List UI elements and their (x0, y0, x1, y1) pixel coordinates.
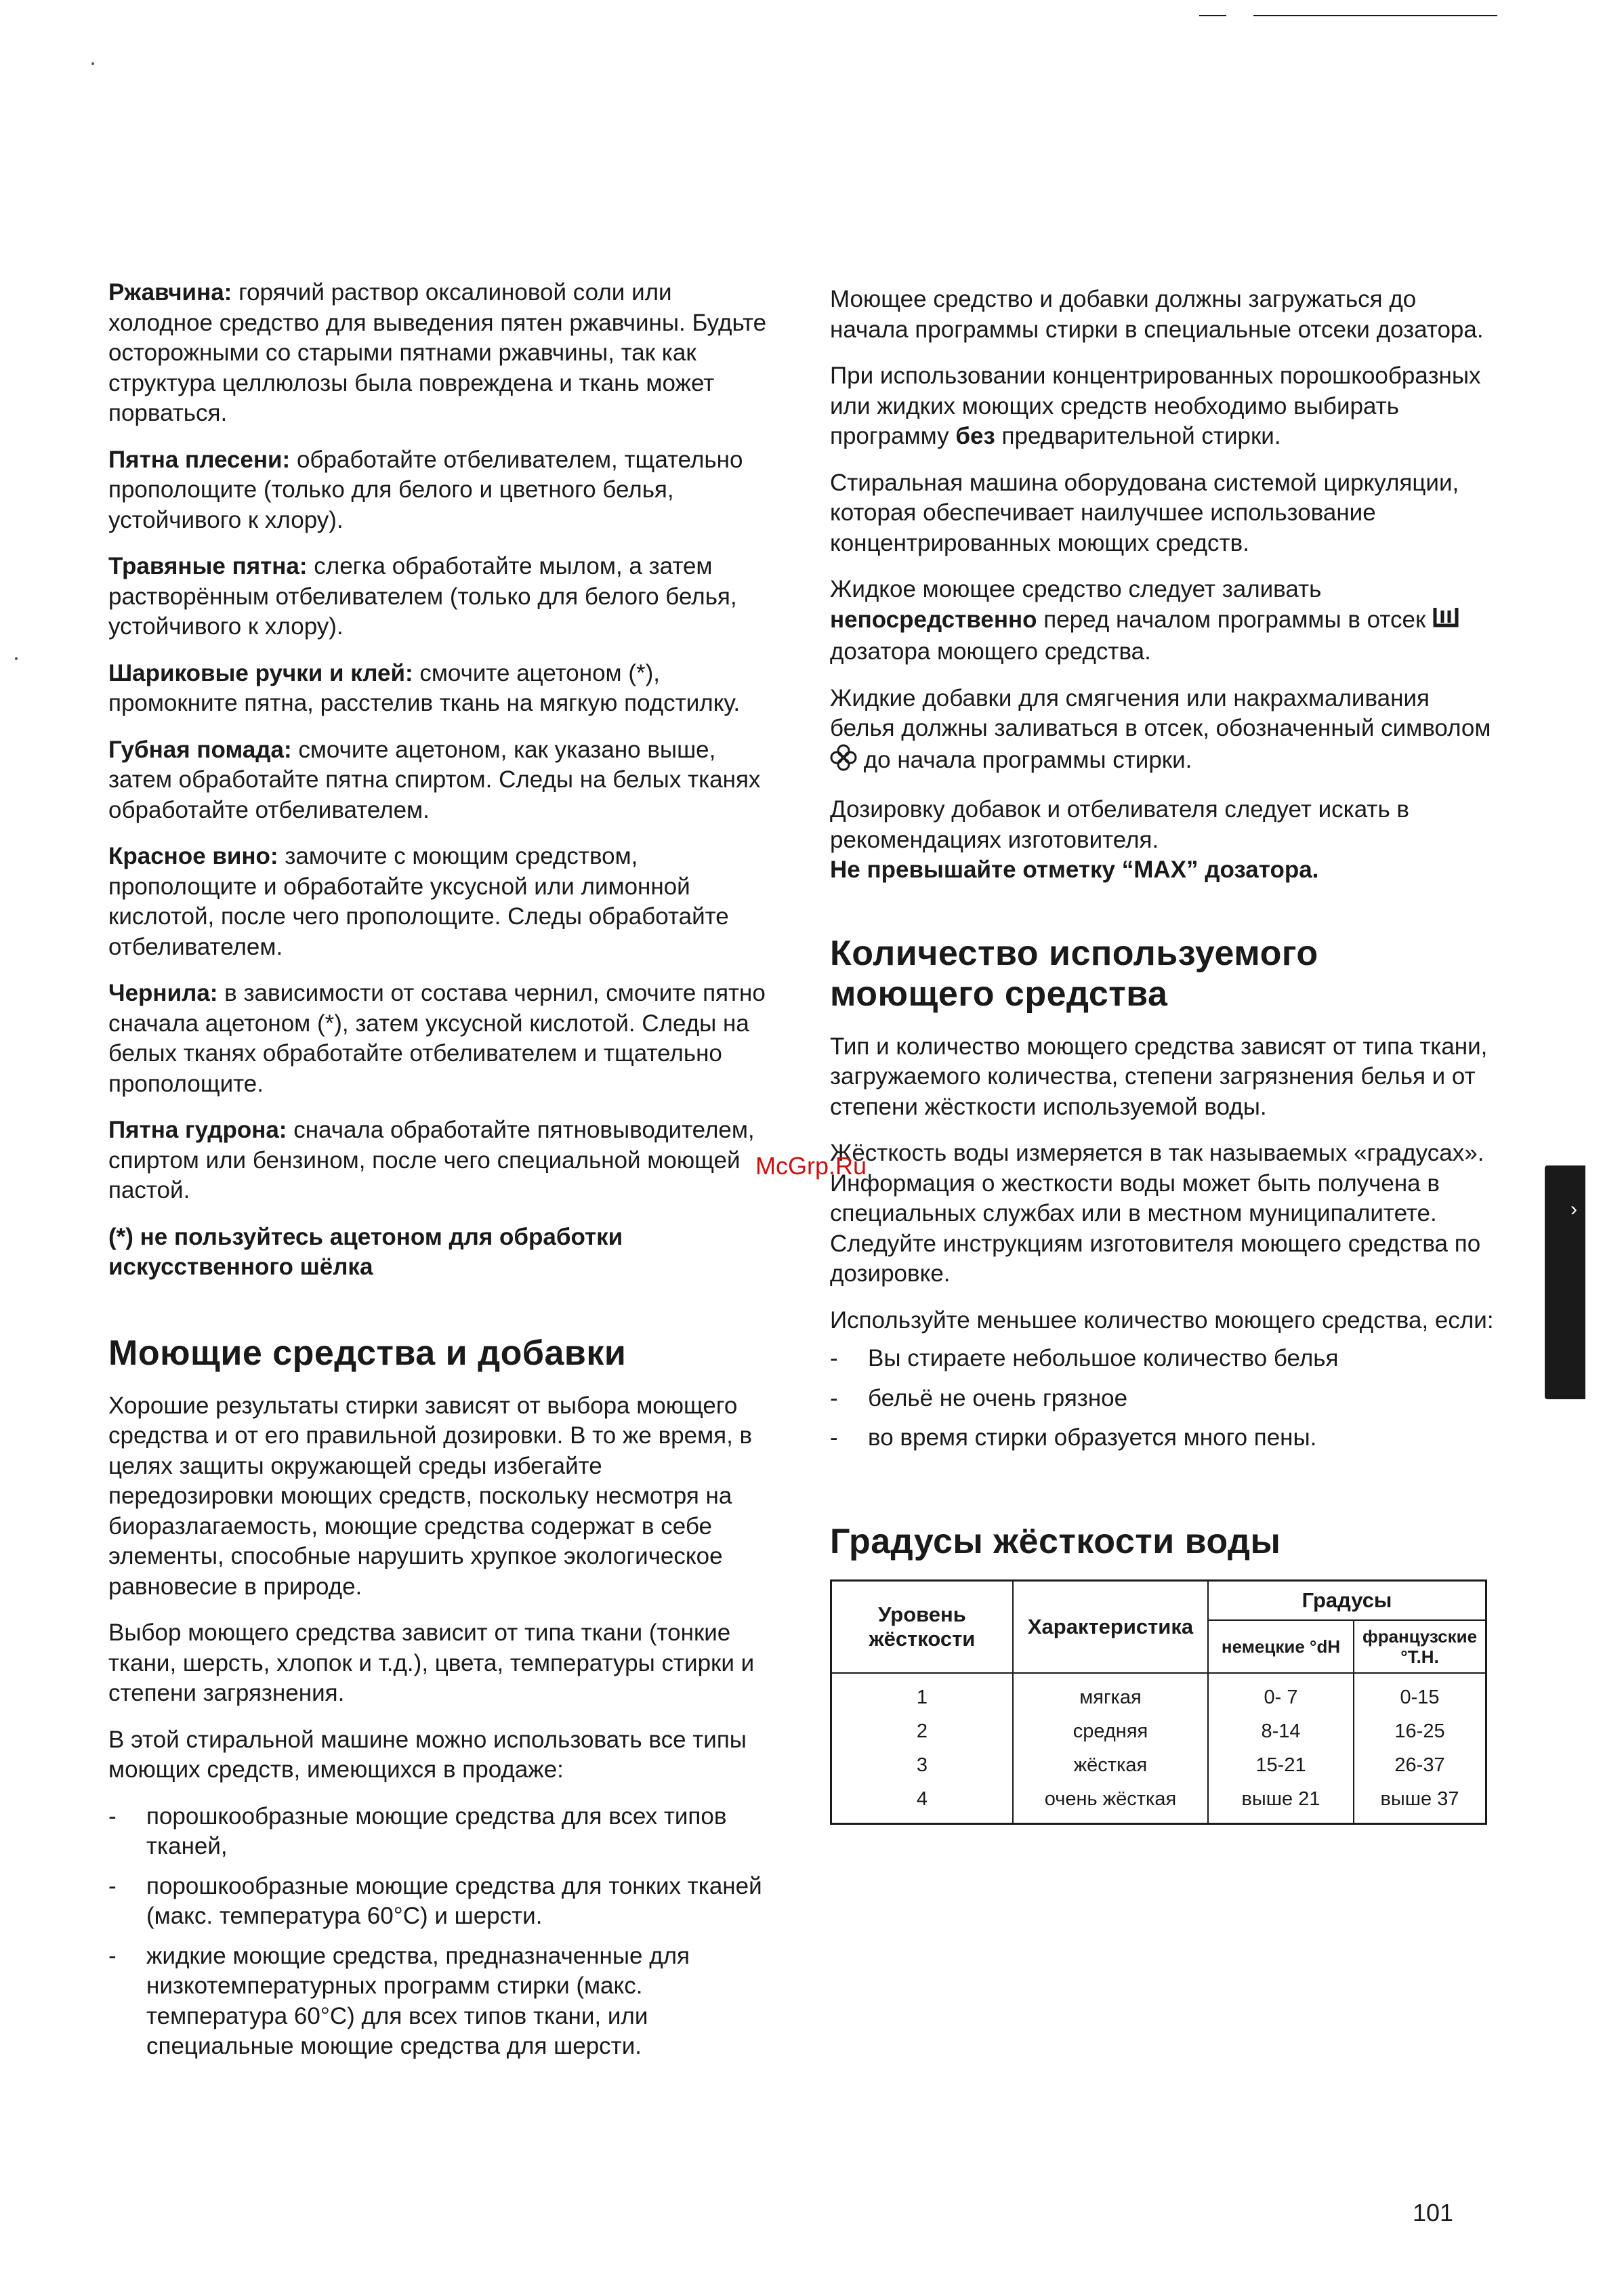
stain-text: в зависимости от состава чернил, смочите пятно сначала ацетоном (*), затем уксусной кислотой. Следы на белых тканях обработайте отбеливателем и тщательно прополощите. (108, 980, 766, 1097)
acetone-note: (*) не пользуйтесь ацетоном для обработки искусственного шёлка (108, 1223, 623, 1280)
stain-mold (108, 445, 772, 536)
detergents-paragraph: Выбор моющего средства зависит от типа ткани (тонкие ткани, шерсть, хлопок и т.д.), цвета, температуры стирки и степени загрязнения. (108, 1619, 755, 1706)
table-row (831, 1673, 1486, 1714)
list-item-text: Вы стираете небольшое количество белья (868, 1345, 1339, 1371)
softener-flower-icon (830, 744, 857, 779)
list-item (108, 1872, 772, 1932)
stain-text: слегка обработайте мылом, а затем растворённым отбеливателем (только для белого белья, устойчивого к хлору). (108, 553, 737, 640)
column-header-level: Уровень жёсткости (831, 1580, 1014, 1673)
list-item-text: бельё не очень грязное (868, 1384, 1128, 1411)
column-header-characteristic: Характеристика (1013, 1580, 1208, 1673)
scan-dot (15, 657, 18, 660)
detergents-paragraph: Хорошие результаты стирки зависят от выбора моющего средства и от его правильной дозировки. В то же время, в целях защиты окружающей среды избегайте передозировки моющих средств, поскольку несмотря на биоразлагаемость, моющие средства содержат в себе элементы, способные нарушить хрупкое экологическое равновесие в природе. (108, 1392, 753, 1600)
max-warning: Не превышайте отметку “MAX” дозатора. (830, 856, 1319, 883)
list-item (830, 1384, 1501, 1414)
stain-pen-glue (108, 659, 772, 719)
dash-bullet: - (108, 1872, 117, 1899)
dash-bullet: - (108, 1802, 117, 1830)
stain-label: Чернила: (108, 980, 218, 1006)
heading-line: моющего средства (830, 974, 1168, 1014)
top-scan-rule-1 (1199, 15, 1226, 16)
cell-french: выше 37 (1354, 1782, 1486, 1824)
dash-bullet: - (830, 1345, 838, 1371)
table-row (831, 1782, 1486, 1824)
text-run: предварительной стирки. (995, 423, 1281, 449)
table-row (831, 1748, 1486, 1782)
quantity-paragraph: Жёсткость воды измеряется в так называемых «градусах». Информация о жесткости воды может быть получена в специальных службах или в местном муниципалитете. Следуйте инструкциям изготовителя моющего средства по дозировке. (830, 1140, 1484, 1287)
cell-characteristic: средняя (1013, 1714, 1208, 1748)
text-run: перед началом программы в отсек (1037, 606, 1432, 633)
stain-label: Красное вино: (108, 843, 278, 869)
stain-label: Пятна гудрона: (108, 1117, 287, 1143)
dosage-paragraph: Дозировку добавок и отбеливателя следует искать в рекомендациях изготовителя. (830, 796, 1410, 853)
detergent-compartment-icon (1432, 605, 1459, 638)
table-row (831, 1714, 1486, 1748)
list-item-text: порошкообразные моющие средства для тонких тканей (макс. температура 60°C) и шерсти. (146, 1872, 762, 1929)
list-item (108, 1802, 772, 1862)
hardness-table (830, 1579, 1487, 1825)
page-number: 101 (1413, 2199, 1454, 2227)
column-header-german: немецкие °dH (1208, 1620, 1354, 1673)
stain-grass (108, 552, 772, 642)
cell-level: 1 (831, 1673, 1014, 1714)
column-header-degrees: Градусы (1208, 1580, 1486, 1620)
text-run: Жидкие добавки для смягчения или накрахмаливания белья должны заливаться в отсек, обозначенный символом (830, 684, 1491, 741)
quantity-paragraph: Тип и количество моющего средства зависят от типа ткани, загружаемого количества, степени загрязнения белья и от степени жёсткости используемой воды. (830, 1033, 1488, 1120)
cell-level: 2 (831, 1714, 1014, 1748)
cell-german: 8-14 (1208, 1714, 1354, 1748)
quantity-heading (830, 933, 1501, 1014)
liquid-detergent-paragraph (830, 575, 1501, 667)
circulation-paragraph: Стиральная машина оборудована системой циркуляции, которая обеспечивает наилучшее использование концентрированных моющих средств. (830, 469, 1459, 556)
less-detergent-list (830, 1344, 1501, 1453)
text-run: дозатора моющего средства. (830, 638, 1151, 665)
list-item-text: во время стирки образуется много пены. (868, 1424, 1317, 1451)
detergents-heading: Моющие средства и добавки (108, 1333, 627, 1373)
concentrated-paragraph (830, 361, 1501, 452)
stain-label: Травяные пятна: (108, 553, 308, 579)
stain-label: Ржавчина: (108, 279, 232, 306)
stain-text: смочите ацетоном, как указано выше, затем обработайте пятна спиртом. Следы на белых тканях обработайте отбеливателем. (108, 736, 761, 823)
hardness-table-wrap (830, 1579, 1501, 1825)
softener-paragraph (830, 684, 1501, 779)
cell-french: 0-15 (1354, 1673, 1486, 1714)
stain-text: горячий раствор оксалиновой соли или холодное средство для выведения пятен ржавчины. Будьте осторожными со старыми пятнами ржавчины, так как структура целлюлозы была повреждена и ткань может порваться. (108, 279, 767, 426)
dash-bullet: - (108, 1942, 117, 1969)
cell-characteristic: жёсткая (1013, 1748, 1208, 1782)
stain-ink (108, 978, 772, 1099)
list-item (830, 1344, 1501, 1374)
list-item-text: жидкие моющие средства, предназначенные для низкотемпературных программ стирки (макс. температура 60°C) для всех типов ткани, или специальные моющие средства для шерсти. (146, 1942, 690, 2059)
dash-bullet: - (830, 1384, 838, 1411)
scan-dot (91, 62, 94, 65)
stain-lipstick (108, 735, 772, 826)
column-header-french: французские °T.H. (1354, 1620, 1486, 1673)
hardness-heading: Градусы жёсткости воды (830, 1521, 1281, 1561)
stain-label: Шариковые ручки и клей: (108, 659, 413, 686)
side-thumb-tab (1545, 1165, 1585, 1399)
cell-german: 0- 7 (1208, 1673, 1354, 1714)
list-item-text: порошкообразные моющие средства для всех типов тканей, (146, 1802, 727, 1859)
stain-text: замочите с моющим средством, прополощите и обработайте уксусной или лимонной кислотой, после чего прополощите. Следы обработайте отбеливателем. (108, 843, 729, 960)
quantity-paragraph: Используйте меньшее количество моющего средства, если: (830, 1306, 1494, 1334)
stain-text: смочите ацетоном (*), промокните пятна, расстелив ткань на мягкую подстилку. (108, 659, 741, 716)
stain-label: Губная помада: (108, 736, 292, 763)
cell-characteristic: мягкая (1013, 1673, 1208, 1714)
detergents-paragraph: В этой стиральной машине можно использовать все типы моющих средств, имеющихся в продаже: (108, 1726, 747, 1783)
dispenser-paragraph: Моющее средство и добавки должны загружаться до начала программы стирки в специальные отсеки дозатора. (830, 286, 1484, 343)
stain-tar (108, 1115, 772, 1206)
detergent-types-list (108, 1802, 772, 2062)
cell-german: выше 21 (1208, 1782, 1354, 1824)
cell-german: 15-21 (1208, 1748, 1354, 1782)
chevron-right-icon: › (1570, 1198, 1577, 1220)
cell-level: 3 (831, 1748, 1014, 1782)
stain-rust (108, 278, 772, 429)
text-run-bold: без (955, 423, 995, 449)
text-run: Жидкое моющее средство следует заливать (830, 576, 1322, 602)
stain-label: Пятна плесени: (108, 446, 291, 473)
text-run: При использовании концентрированных порошкообразных или жидких моющих средств необходимо выбирать программу (830, 363, 1481, 449)
dash-bullet: - (830, 1424, 838, 1451)
left-column (108, 278, 772, 2071)
list-item (108, 1941, 772, 2062)
stain-text: обработайте отбеливателем, тщательно прополощите (только для белого и цветного белья, устойчивого к хлору). (108, 446, 743, 533)
stain-red-wine (108, 842, 772, 962)
stain-text: сначала обработайте пятновыводителем, спиртом или бензином, после чего специальной моющей пастой. (108, 1117, 755, 1203)
cell-french: 26-37 (1354, 1748, 1486, 1782)
watermark-link[interactable]: McGrp.Ru (755, 1152, 867, 1180)
cell-french: 16-25 (1354, 1714, 1486, 1748)
heading-line: Количество используемого (830, 933, 1318, 973)
text-run: до начала программы стирки. (857, 746, 1192, 773)
cell-characteristic: очень жёсткая (1013, 1782, 1208, 1824)
top-scan-rule-2 (1253, 15, 1497, 16)
list-item (830, 1423, 1501, 1453)
right-column (830, 285, 1501, 1825)
cell-level: 4 (831, 1782, 1014, 1824)
text-run-bold: непосредственно (830, 606, 1037, 633)
